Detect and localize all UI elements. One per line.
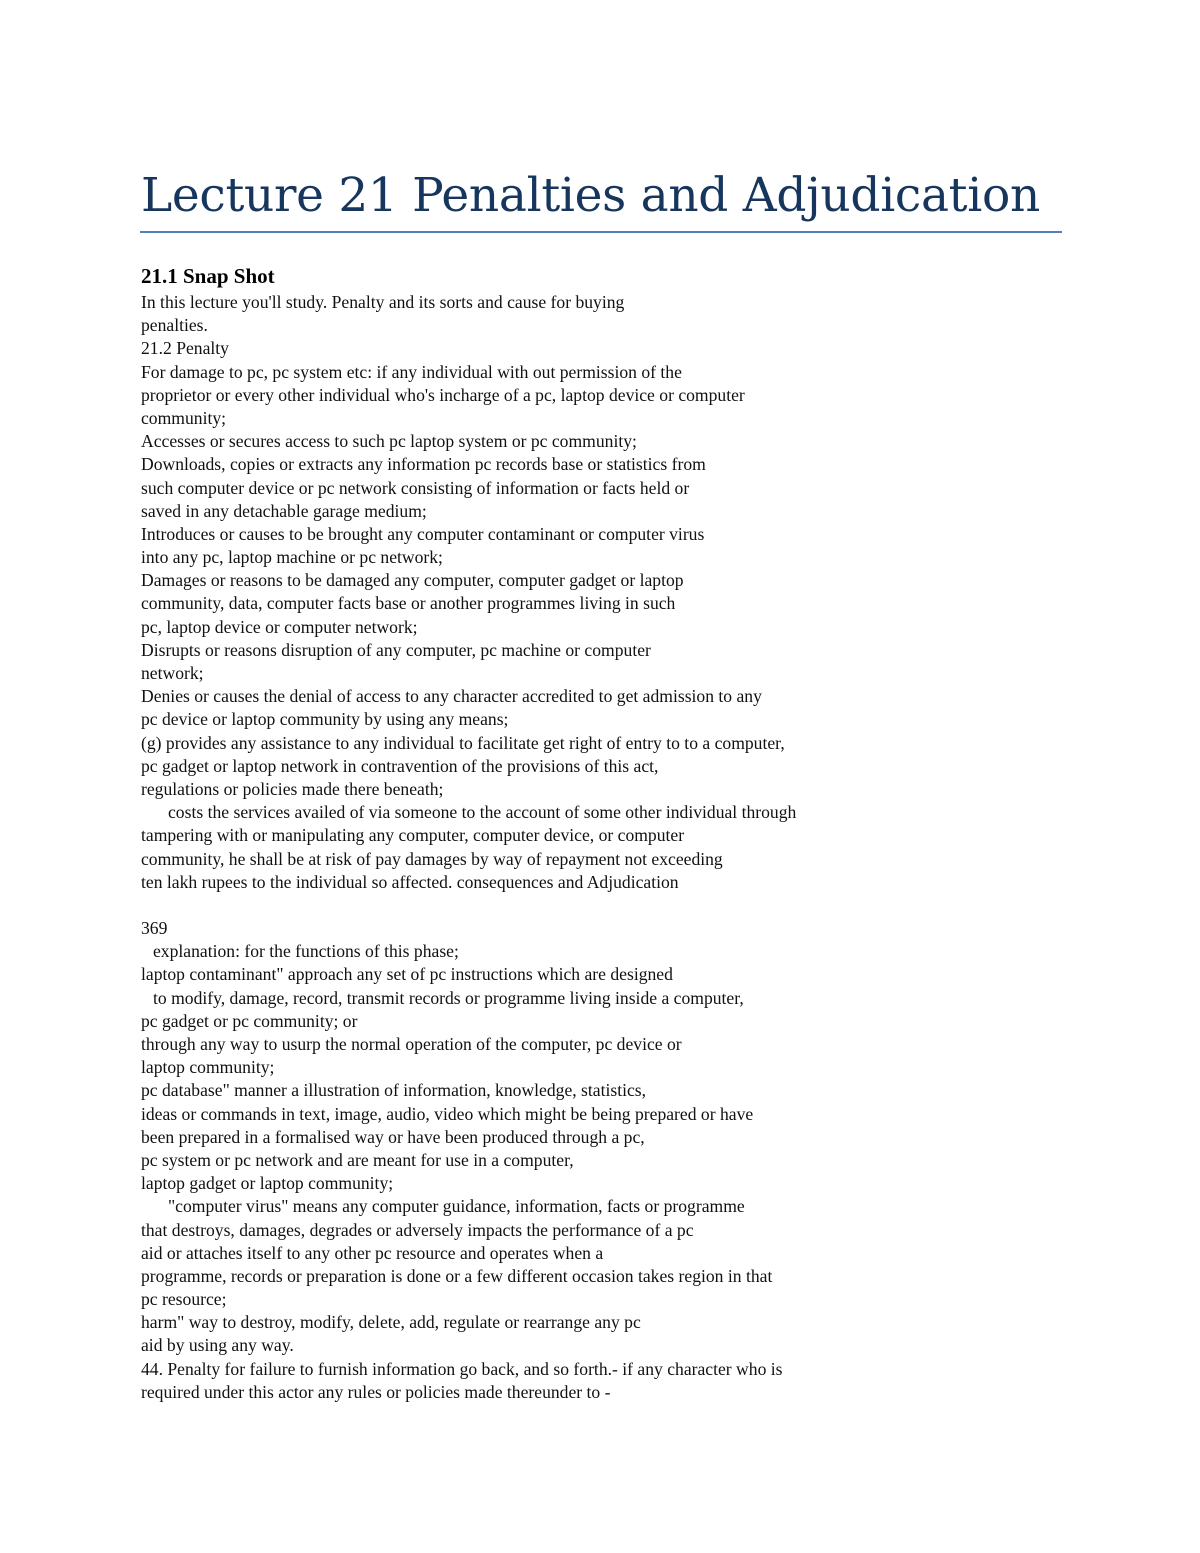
lecture-title: Lecture 21 Penalties and Adjudication: [141, 168, 1040, 223]
text-line: aid by using any way.: [141, 1335, 294, 1356]
text-line: aid or attaches itself to any other pc resource and operates when a: [141, 1242, 604, 1263]
list-item-line: Introduces or causes to be brought any computer contaminant or computer virus: [141, 523, 705, 544]
text-line: community, he shall be at risk of pay damages by way of repayment not exceeding: [141, 848, 723, 869]
text-line: network;: [141, 663, 204, 683]
text-line: In this lecture you'll study. Penalty and its sorts and cause for buying: [141, 292, 625, 312]
text-line: "computer virus" means any computer guidance, information, facts or programme: [168, 1196, 745, 1217]
text-line: such computer device or pc network consisting of information or facts held or: [141, 477, 690, 498]
list-item-line: Disrupts or reasons disruption of any computer, pc machine or computer: [141, 639, 651, 660]
section-heading-snap-shot: 21.1 Snap Shot: [141, 264, 275, 288]
text-line: community, data, computer facts base or another programmes living in such: [141, 593, 676, 614]
text-line: pc gadget or laptop network in contravention of the provisions of this act,: [141, 755, 659, 776]
list-item-line: harm" way to destroy, modify, delete, add, regulate or rearrange any pc: [141, 1312, 641, 1333]
subsection-heading-penalty: 21.2 Penalty: [141, 338, 229, 359]
text-line: laptop gadget or laptop community;: [141, 1173, 394, 1194]
text-line: explanation: for the functions of this phase;: [153, 941, 459, 962]
text-line: pc system or pc network and are meant for use in a computer,: [141, 1149, 574, 1170]
text-line: penalties.: [141, 315, 208, 336]
list-item-line: pc database" manner a illustration of information, knowledge, statistics,: [141, 1080, 647, 1101]
page-number: 369: [141, 918, 168, 939]
list-item-line: Accesses or secures access to such pc laptop system or pc community;: [141, 431, 637, 452]
list-item-line: Denies or causes the denial of access to any character accredited to get admission to any: [141, 686, 762, 707]
text-line: been prepared in a formalised way or have been produced through a pc,: [141, 1126, 645, 1147]
text-line: proprietor or every other individual who's incharge of a pc, laptop device or computer: [141, 384, 745, 405]
text-line: pc resource;: [141, 1289, 227, 1310]
text-line: pc device or laptop community by using any means;: [141, 709, 509, 730]
lecture-body: [141, 291, 1141, 1404]
text-line: laptop community;: [141, 1057, 275, 1078]
list-item-line: (g) provides any assistance to any individual to facilitate get right of entry to to a computer,: [141, 732, 785, 753]
title-divider: [140, 231, 1062, 233]
list-item-line: through any way to usurp the normal operation of the computer, pc device or: [141, 1034, 682, 1054]
text-line: that destroys, damages, degrades or adversely impacts the performance of a pc: [141, 1219, 694, 1240]
list-item-line: Downloads, copies or extracts any information pc records base or statistics from: [141, 454, 706, 475]
text-line: For damage to pc, pc system etc: if any individual with out permission of the: [141, 361, 682, 382]
list-item-line: laptop contaminant" approach any set of pc instructions which are designed: [141, 964, 673, 985]
text-line: to modify, damage, record, transmit records or programme living inside a computer,: [153, 987, 744, 1008]
text-line: pc gadget or pc community; or: [141, 1010, 358, 1031]
text-line: pc, laptop device or computer network;: [141, 616, 418, 637]
text-line: ideas or commands in text, image, audio, video which might be being prepared or have: [141, 1103, 754, 1124]
text-line: tampering with or manipulating any computer, computer device, or computer: [141, 825, 685, 846]
text-line: ten lakh rupees to the individual so affected. consequences and Adjudication: [141, 871, 679, 892]
text-line: programme, records or preparation is done or a few different occasion takes region in that: [141, 1265, 773, 1286]
text-line: community;: [141, 407, 227, 428]
text-line: saved in any detachable garage medium;: [141, 500, 427, 521]
text-line: required under this actor any rules or policies made thereunder to -: [141, 1381, 611, 1402]
text-line: costs the services availed of via someone to the account of some other individual through: [168, 802, 797, 823]
text-line: regulations or policies made there beneath;: [141, 778, 444, 799]
blank-line: [141, 894, 1141, 917]
text-line: into any pc, laptop machine or pc network;: [141, 547, 443, 568]
list-item-line: 44. Penalty for failure to furnish information go back, and so forth.- if any character who is: [141, 1358, 783, 1379]
list-item-line: Damages or reasons to be damaged any computer, computer gadget or laptop: [141, 570, 684, 591]
